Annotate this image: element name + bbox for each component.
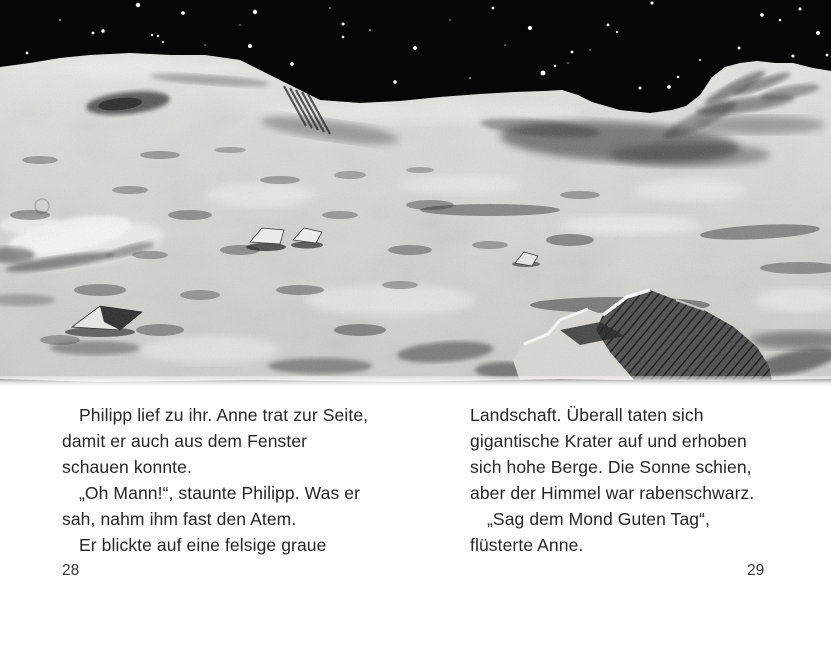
text-line: gigantische Krater auf und erhoben (470, 431, 747, 451)
text-line: „Sag dem Mond Guten Tag“, (487, 509, 710, 529)
page-number-left: 28 (62, 562, 80, 579)
text-line: sich hohe Berge. Die Sonne schien, (470, 457, 752, 477)
text-line: sah, nahm ihm fast den Atem. (62, 509, 297, 529)
text-line: schauen konnte. (62, 457, 192, 477)
left-page-text (62, 402, 437, 558)
text-line: damit er auch aus dem Fenster (62, 431, 308, 451)
text-line: aber der Himmel war rabenschwarz. (470, 483, 755, 503)
page-number-right: 29 (747, 562, 765, 579)
text-line: Er blickte auf eine felsige graue (79, 535, 327, 555)
right-page-text (470, 402, 815, 558)
text-line: flüsterte Anne. (470, 535, 584, 555)
text-line: „Oh Mann!“, staunte Philipp. Was er (79, 483, 361, 503)
text-line: Landschaft. Überall taten sich (470, 405, 704, 425)
text-line: Philipp lief zu ihr. Anne trat zur Seite, (79, 405, 369, 425)
